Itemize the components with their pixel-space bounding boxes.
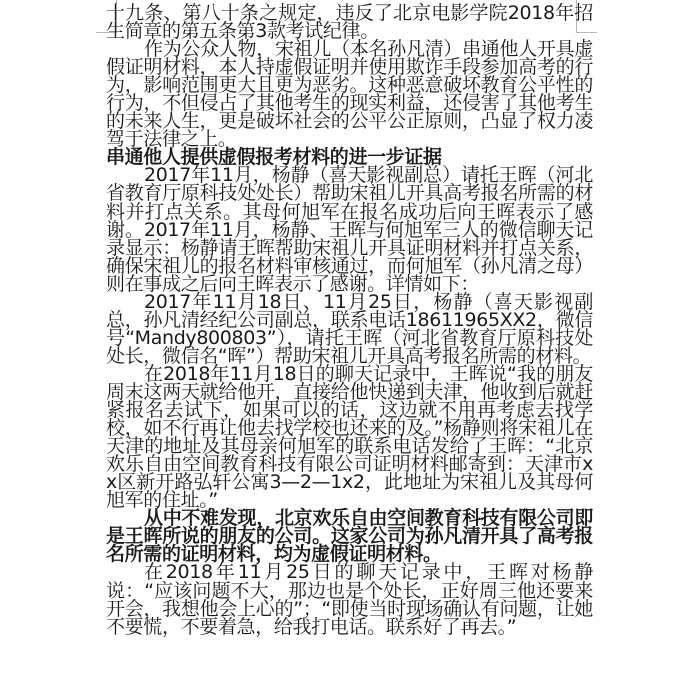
paragraph-evidence-summary: 2017年11月，杨静（喜天影视副总）请托王晖（河北省教育厅原科技处处长）帮助宋祖儿开具高考报名所需的材料并打点关系。其母何旭军在报名成功后向王晖表示了感谢。2017年11月，杨静、王晖与何旭军三人的微信聊天记录显示：杨静请王晖帮助宋祖儿开具证明材料并打点关系，确保宋祖儿的报名材料审核通过，而何旭军（孙凡清之母）则在事成之后向王晖表示了感谢。详情如下：	[106, 164, 593, 295]
paragraph-chat-nov-25: 在2018年11月25日的聊天记录中，王晖对杨静说：“应该问题不大，那边也是个处长，正好周三他还要来开会，我想他会上心的”；“即使当时现场确认有问题，让她不要慌，不要着急，给我打电话。联系好了再去。”	[106, 561, 593, 638]
paragraph-chat-nov-18: 在2018年11月18日的聊天记录中，王晖说“我的朋友周末这两天就给他开，直接给他快递到天津，他收到后就赶紧报名去试下，如果可以的话，这边就不用再考虑去找学校，如不行再让他去找学校也还来的及。”杨静则将宋祖儿在天津的地址及其母亲何旭军的联系电话发给了王晖：“北京欢乐自由空间教育科技有限公司证明材料邮寄到：天津市xx区新开路弘轩公寓3—2—1x2，此地址为宋祖儿及其母何旭军的住址。”	[106, 362, 593, 512]
paragraph-contact-details: 2017年11月18日、11月25日，杨静（喜天影视副总，孙凡清经纪公司副总，联系电话18611965XX2，微信号“Mandy800803”），请托王晖（河北省教育厅原科技处处长，微信名“晖”）帮助宋祖儿开具高考报名所需的材料。	[106, 290, 593, 367]
paragraph-rule-violation: 十九条、第八十条之规定，违反了北京电影学院2018年招生简章的第五条第3款考试纪律。	[106, 2, 593, 43]
paragraph-public-figure: 作为公众人物，宋祖儿（本名孙凡清）串通他人开具虚假证明材料，本人持虚假证明并使用欺诈手段参加高考的行为，影响范围更大且更为恶劣。这种恶意破坏教育公平性的行为，不但侵占了其他考生的现实利益，还侵害了其他考生的未来人生，更是破坏社会的公平公正原则，凸显了权力凌驾于法律之上。	[106, 38, 593, 151]
section-heading: 串通他人提供虚假报考材料的进一步证据	[106, 146, 442, 169]
document-body	[106, 4, 593, 636]
paragraph-bold-conclusion: 从中不难发现，北京欢乐自由空间教育科技有限公司即是王晖所说的朋友的公司。这家公司为孙凡清开具了高考报名所需的证明材料，均为虚假证明材料。	[106, 507, 593, 566]
